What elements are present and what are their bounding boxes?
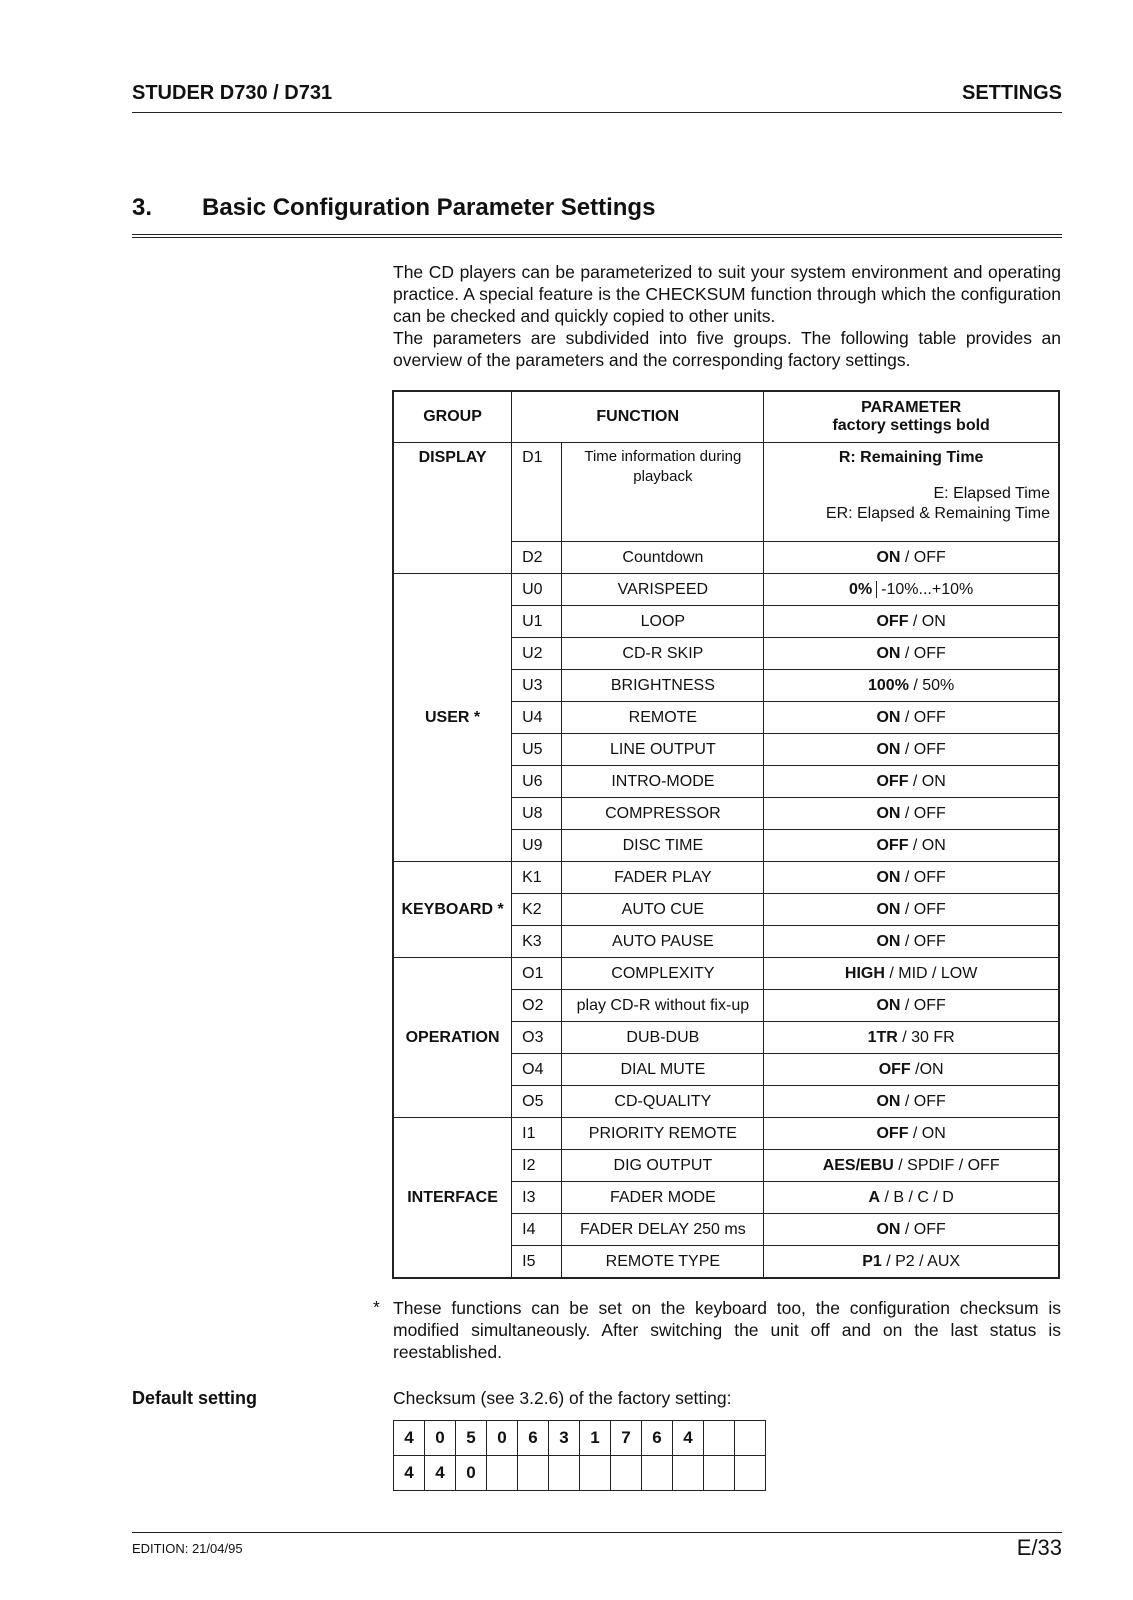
param-function: CD-R SKIP [562, 638, 764, 670]
param-code: O4 [512, 1054, 562, 1086]
checksum-cell [611, 1456, 642, 1491]
param-function: DIAL MUTE [562, 1054, 764, 1086]
param-code: U0 [512, 574, 562, 606]
param-options: / B / C / D [880, 1188, 954, 1206]
param-code: K2 [512, 894, 562, 926]
param-code: D1 [512, 443, 562, 542]
param-default: OFF [876, 612, 909, 630]
page-footer [132, 1532, 1062, 1560]
param-default: ON [876, 708, 901, 726]
param-values [764, 606, 1059, 638]
param-function: LINE OUTPUT [562, 734, 764, 766]
checksum-cell: 0 [456, 1456, 487, 1491]
checksum-row-1 [394, 1421, 766, 1456]
param-default: ON [876, 740, 901, 758]
group-display: DISPLAY [393, 443, 512, 574]
checksum-cell [704, 1421, 735, 1456]
checksum-cell [673, 1456, 704, 1491]
param-code: O2 [512, 990, 562, 1022]
checksum-grid [393, 1420, 766, 1491]
param-values [764, 766, 1059, 798]
table-row [393, 862, 1059, 894]
checksum-cell [580, 1456, 611, 1491]
param-function: DISC TIME [562, 830, 764, 862]
header-product: STUDER D730 / D731 [132, 82, 333, 104]
param-values [764, 670, 1059, 702]
param-function: Time information during playback [562, 443, 764, 542]
parameter-header-sub: factory settings bold [832, 417, 990, 434]
param-values [764, 702, 1059, 734]
param-function: PRIORITY REMOTE [562, 1118, 764, 1150]
checksum-cell: 0 [425, 1421, 456, 1456]
param-values [764, 1054, 1059, 1086]
param-function: BRIGHTNESS [562, 670, 764, 702]
param-default: ON [876, 932, 901, 950]
parameter-header-title: PARAMETER [861, 399, 962, 416]
col-parameter-header [764, 391, 1059, 443]
param-alt-elapsed-remaining: ER: Elapsed & Remaining Time [825, 505, 1050, 522]
param-values [764, 1214, 1059, 1246]
param-values [764, 894, 1059, 926]
checksum-cell: 4 [394, 1421, 425, 1456]
param-function: FADER MODE [562, 1182, 764, 1214]
table-header-row [393, 391, 1059, 443]
param-function: AUTO CUE [562, 894, 764, 926]
param-options: / OFF [900, 868, 946, 886]
page-number: E/33 [1016, 1535, 1062, 1560]
param-default: 100% [868, 676, 909, 694]
page-header [132, 82, 1062, 113]
param-options: / OFF [900, 804, 946, 822]
param-code: I2 [512, 1150, 562, 1182]
param-options: / OFF [900, 644, 946, 662]
table-row [393, 443, 1059, 542]
param-function: INTRO-MODE [562, 766, 764, 798]
param-options: / 50% [908, 676, 955, 694]
param-code: U6 [512, 766, 562, 798]
checksum-label: Checksum (see 3.2.6) of the factory setting: [393, 1388, 732, 1408]
param-code: U8 [512, 798, 562, 830]
param-values [764, 443, 1059, 542]
param-options: / OFF [900, 932, 946, 950]
param-code: D2 [512, 542, 562, 574]
param-function: FADER PLAY [562, 862, 764, 894]
intro-paragraph-1: The CD players can be parameterized to suit your system environment and operating practice. A special feature is the CHECKSUM function through which the configuration can be checked and quickly copied to other units. [393, 262, 1061, 326]
param-options: / OFF [900, 708, 946, 726]
param-default: OFF [878, 1060, 911, 1078]
param-default: 1TR [867, 1028, 898, 1046]
param-function: REMOTE TYPE [562, 1246, 764, 1279]
param-options: / OFF [900, 548, 946, 566]
checksum-cell [518, 1456, 549, 1491]
param-values [764, 1182, 1059, 1214]
param-default: ON [876, 804, 901, 822]
param-code: I5 [512, 1246, 562, 1279]
param-values [764, 958, 1059, 990]
param-values [764, 862, 1059, 894]
param-options: -10%...+10% [876, 581, 973, 598]
param-default: P1 [862, 1252, 882, 1270]
param-options: / OFF [900, 1092, 946, 1110]
param-code: I1 [512, 1118, 562, 1150]
section-heading [132, 194, 1062, 238]
param-options: /ON [910, 1060, 944, 1078]
param-options: / P2 / AUX [881, 1252, 961, 1270]
checksum-row-2 [394, 1456, 766, 1491]
param-function: DIG OUTPUT [562, 1150, 764, 1182]
param-options: / OFF [900, 996, 946, 1014]
parameter-table [392, 390, 1060, 1279]
param-values [764, 1150, 1059, 1182]
table-row [393, 1118, 1059, 1150]
param-code: O3 [512, 1022, 562, 1054]
header-chapter: SETTINGS [961, 82, 1062, 104]
param-default: ON [876, 868, 901, 886]
param-default: ON [876, 996, 901, 1014]
param-options: / ON [908, 836, 946, 854]
param-default: OFF [876, 1124, 909, 1142]
param-function: CD-QUALITY [562, 1086, 764, 1118]
section-number: 3. [132, 194, 153, 221]
param-function: LOOP [562, 606, 764, 638]
param-options: / ON [908, 1124, 946, 1142]
param-code: U2 [512, 638, 562, 670]
param-default: ON [876, 1092, 901, 1110]
checksum-cell [642, 1456, 673, 1491]
checksum-cell: 6 [518, 1421, 549, 1456]
checksum-cell [487, 1456, 518, 1491]
param-default: HIGH [844, 964, 885, 982]
param-function: COMPLEXITY [562, 958, 764, 990]
param-function: Countdown [562, 542, 764, 574]
param-default: 0% [849, 580, 873, 598]
param-code: U4 [512, 702, 562, 734]
table-row [393, 958, 1059, 990]
edition-date: EDITION: 21/04/95 [132, 1541, 243, 1556]
param-code: U9 [512, 830, 562, 862]
param-default: ON [876, 900, 901, 918]
param-default: ON [876, 644, 901, 662]
param-code: O5 [512, 1086, 562, 1118]
group-keyboard: KEYBOARD * [393, 862, 512, 958]
param-code: I3 [512, 1182, 562, 1214]
param-function: VARISPEED [562, 574, 764, 606]
group-operation: OPERATION [393, 958, 512, 1118]
param-function: FADER DELAY 250 ms [562, 1214, 764, 1246]
param-options: / MID / LOW [884, 964, 978, 982]
checksum-cell: 6 [642, 1421, 673, 1456]
param-options: / SPDIF / OFF [893, 1156, 1000, 1174]
param-values [764, 1246, 1059, 1279]
param-values [764, 830, 1059, 862]
param-default: AES/EBU [822, 1156, 894, 1174]
checksum-cell: 0 [487, 1421, 518, 1456]
param-values [764, 638, 1059, 670]
param-code: I4 [512, 1214, 562, 1246]
param-default: A [868, 1188, 881, 1206]
param-default: R: Remaining Time [838, 449, 984, 466]
param-function: AUTO PAUSE [562, 926, 764, 958]
default-setting-label: Default setting [132, 1388, 258, 1408]
param-code: U5 [512, 734, 562, 766]
checksum-cell [735, 1421, 766, 1456]
checksum-cell: 3 [549, 1421, 580, 1456]
checksum-cell: 1 [580, 1421, 611, 1456]
param-values [764, 1086, 1059, 1118]
param-function: DUB-DUB [562, 1022, 764, 1054]
checksum-cell: 4 [673, 1421, 704, 1456]
param-options: / OFF [900, 900, 946, 918]
col-group-header: GROUP [393, 391, 512, 443]
param-values [764, 990, 1059, 1022]
param-values [764, 798, 1059, 830]
param-options: / OFF [900, 740, 946, 758]
checksum-cell: 4 [394, 1456, 425, 1491]
param-options: / ON [908, 772, 946, 790]
param-values [764, 1118, 1059, 1150]
col-function-header: FUNCTION [512, 391, 764, 443]
param-options: / 30 FR [897, 1028, 955, 1046]
footnote-marker: * [373, 1297, 380, 1317]
param-code: U1 [512, 606, 562, 638]
param-code: O1 [512, 958, 562, 990]
checksum-cell: 4 [425, 1456, 456, 1491]
checksum-cell [735, 1456, 766, 1491]
group-interface: INTERFACE [393, 1118, 512, 1279]
param-alt-elapsed: E: Elapsed Time [933, 485, 1050, 502]
param-values [764, 1022, 1059, 1054]
checksum-cell [549, 1456, 580, 1491]
param-default: OFF [876, 836, 909, 854]
param-function: REMOTE [562, 702, 764, 734]
param-default: ON [876, 1220, 901, 1238]
param-values [764, 734, 1059, 766]
param-code: U3 [512, 670, 562, 702]
intro-paragraph-2: The parameters are subdivided into five groups. The following table provides an overview of the parameters and the corresponding factory settings. [393, 328, 1061, 370]
footnote-text: These functions can be set on the keyboard too, the configuration checksum is modified simultaneously. After switching the unit off and on the last status is reestablished. [393, 1298, 1061, 1362]
checksum-cell [704, 1456, 735, 1491]
param-options: / ON [908, 612, 946, 630]
checksum-cell: 7 [611, 1421, 642, 1456]
param-function: COMPRESSOR [562, 798, 764, 830]
param-function: play CD-R without fix-up [562, 990, 764, 1022]
checksum-cell: 5 [456, 1421, 487, 1456]
param-values [764, 926, 1059, 958]
param-values [764, 574, 1059, 606]
section-title: Basic Configuration Parameter Settings [202, 194, 656, 221]
param-code: K1 [512, 862, 562, 894]
param-values [764, 542, 1059, 574]
param-default: OFF [876, 772, 909, 790]
group-user: USER * [393, 574, 512, 862]
param-code: K3 [512, 926, 562, 958]
intro-text [393, 261, 1061, 371]
param-default: ON [876, 548, 901, 566]
table-row [393, 574, 1059, 606]
param-options: / OFF [900, 1220, 946, 1238]
